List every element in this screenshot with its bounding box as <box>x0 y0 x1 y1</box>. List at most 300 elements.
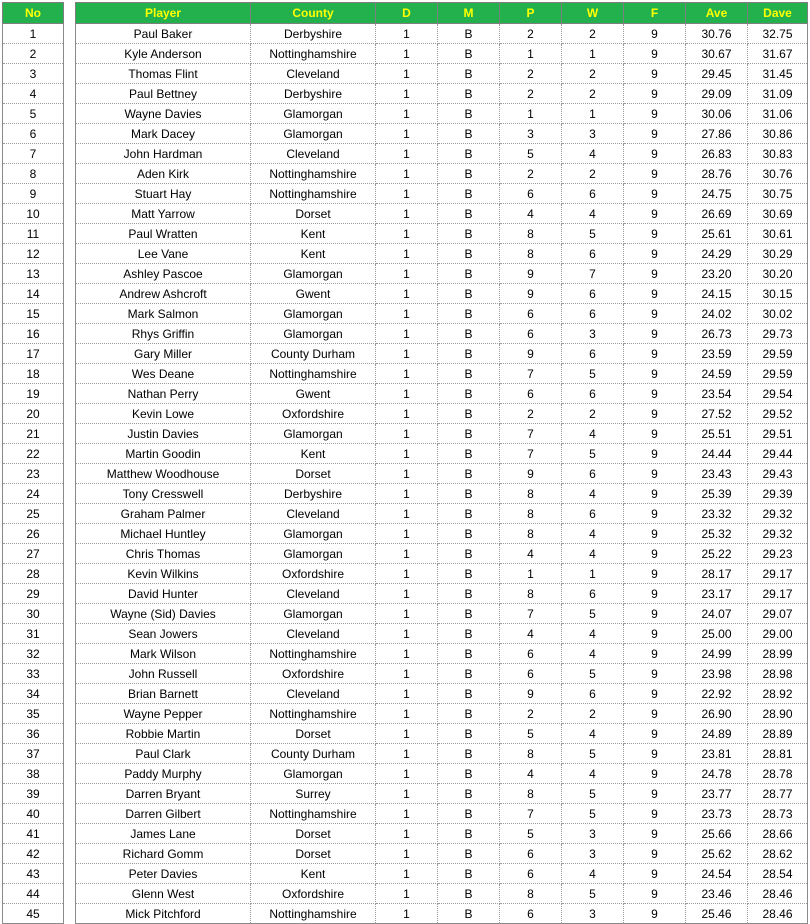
cell-no: 24 <box>3 484 64 504</box>
cell-dave: 29.07 <box>748 604 808 624</box>
cell-m: B <box>438 324 500 344</box>
cell-player: David Hunter <box>76 584 251 604</box>
number-row <box>3 424 64 444</box>
cell-no: 11 <box>3 224 64 244</box>
cell-p: 2 <box>500 704 562 724</box>
cell-f: 9 <box>624 604 686 624</box>
cell-no: 8 <box>3 164 64 184</box>
cell-dave: 28.90 <box>748 704 808 724</box>
number-row <box>3 144 64 164</box>
cell-d: 1 <box>376 244 438 264</box>
cell-d: 1 <box>376 524 438 544</box>
cell-player: Nathan Perry <box>76 384 251 404</box>
cell-county: Nottinghamshire <box>251 364 376 384</box>
cell-w: 5 <box>562 664 624 684</box>
cell-county: Gwent <box>251 284 376 304</box>
cell-county: Nottinghamshire <box>251 184 376 204</box>
cell-county: Glamorgan <box>251 304 376 324</box>
cell-player: Aden Kirk <box>76 164 251 184</box>
cell-p: 8 <box>500 504 562 524</box>
cell-d: 1 <box>376 824 438 844</box>
cell-no: 27 <box>3 544 64 564</box>
cell-m: B <box>438 704 500 724</box>
cell-p: 2 <box>500 84 562 104</box>
cell-p: 6 <box>500 304 562 324</box>
cell-county: Glamorgan <box>251 604 376 624</box>
cell-p: 8 <box>500 244 562 264</box>
cell-player: Paul Baker <box>76 24 251 44</box>
cell-d: 1 <box>376 304 438 324</box>
cell-m: B <box>438 744 500 764</box>
cell-f: 9 <box>624 104 686 124</box>
cell-p: 5 <box>500 824 562 844</box>
cell-county: Nottinghamshire <box>251 704 376 724</box>
table-row <box>76 304 808 324</box>
cell-dave: 32.75 <box>748 24 808 44</box>
cell-player: Andrew Ashcroft <box>76 284 251 304</box>
cell-county: Kent <box>251 244 376 264</box>
cell-f: 9 <box>624 464 686 484</box>
cell-d: 1 <box>376 544 438 564</box>
cell-f: 9 <box>624 544 686 564</box>
cell-d: 1 <box>376 884 438 904</box>
cell-m: B <box>438 644 500 664</box>
cell-w: 4 <box>562 144 624 164</box>
cell-dave: 29.43 <box>748 464 808 484</box>
cell-ave: 23.98 <box>686 664 748 684</box>
cell-no: 12 <box>3 244 64 264</box>
table-row <box>76 804 808 824</box>
number-row <box>3 344 64 364</box>
cell-m: B <box>438 804 500 824</box>
cell-p: 9 <box>500 284 562 304</box>
cell-county: Nottinghamshire <box>251 164 376 184</box>
cell-d: 1 <box>376 624 438 644</box>
cell-dave: 29.32 <box>748 524 808 544</box>
number-row <box>3 244 64 264</box>
cell-w: 1 <box>562 104 624 124</box>
cell-m: B <box>438 544 500 564</box>
cell-dave: 31.45 <box>748 64 808 84</box>
cell-no: 42 <box>3 844 64 864</box>
cell-dave: 28.46 <box>748 884 808 904</box>
cell-f: 9 <box>624 284 686 304</box>
table-row <box>76 124 808 144</box>
cell-d: 1 <box>376 184 438 204</box>
cell-d: 1 <box>376 164 438 184</box>
cell-p: 8 <box>500 784 562 804</box>
cell-p: 6 <box>500 844 562 864</box>
cell-f: 9 <box>624 584 686 604</box>
cell-no: 16 <box>3 324 64 344</box>
cell-f: 9 <box>624 124 686 144</box>
table-row <box>76 884 808 904</box>
cell-dave: 30.20 <box>748 264 808 284</box>
cell-player: Justin Davies <box>76 424 251 444</box>
cell-ave: 24.89 <box>686 724 748 744</box>
cell-player: Matthew Woodhouse <box>76 464 251 484</box>
cell-player: Paul Clark <box>76 744 251 764</box>
rankings-table-body <box>76 24 808 924</box>
cell-ave: 23.77 <box>686 784 748 804</box>
cell-w: 6 <box>562 304 624 324</box>
number-row <box>3 804 64 824</box>
cell-d: 1 <box>376 364 438 384</box>
cell-ave: 23.59 <box>686 344 748 364</box>
cell-dave: 30.02 <box>748 304 808 324</box>
number-row <box>3 284 64 304</box>
number-row <box>3 724 64 744</box>
cell-d: 1 <box>376 644 438 664</box>
table-row <box>76 604 808 624</box>
cell-player: Wayne Pepper <box>76 704 251 724</box>
cell-f: 9 <box>624 824 686 844</box>
cell-w: 5 <box>562 784 624 804</box>
table-row <box>76 524 808 544</box>
cell-d: 1 <box>376 344 438 364</box>
cell-county: Cleveland <box>251 584 376 604</box>
cell-county: Nottinghamshire <box>251 44 376 64</box>
cell-m: B <box>438 504 500 524</box>
table-row <box>76 404 808 424</box>
number-row <box>3 384 64 404</box>
cell-m: B <box>438 824 500 844</box>
cell-ave: 25.00 <box>686 624 748 644</box>
cell-m: B <box>438 684 500 704</box>
cell-f: 9 <box>624 724 686 744</box>
cell-dave: 30.86 <box>748 124 808 144</box>
number-row <box>3 104 64 124</box>
table-row <box>76 864 808 884</box>
cell-d: 1 <box>376 124 438 144</box>
cell-no: 36 <box>3 724 64 744</box>
cell-w: 5 <box>562 444 624 464</box>
cell-ave: 25.61 <box>686 224 748 244</box>
cell-f: 9 <box>624 764 686 784</box>
cell-f: 9 <box>624 204 686 224</box>
cell-m: B <box>438 164 500 184</box>
cell-f: 9 <box>624 84 686 104</box>
cell-w: 2 <box>562 404 624 424</box>
cell-county: Derbyshire <box>251 24 376 44</box>
number-row <box>3 84 64 104</box>
cell-w: 1 <box>562 564 624 584</box>
cell-d: 1 <box>376 204 438 224</box>
cell-f: 9 <box>624 624 686 644</box>
cell-no: 37 <box>3 744 64 764</box>
number-row <box>3 584 64 604</box>
cell-f: 9 <box>624 144 686 164</box>
cell-player: Ashley Pascoe <box>76 264 251 284</box>
cell-no: 41 <box>3 824 64 844</box>
cell-p: 3 <box>500 124 562 144</box>
cell-w: 4 <box>562 204 624 224</box>
cell-no: 7 <box>3 144 64 164</box>
cell-w: 5 <box>562 804 624 824</box>
cell-d: 1 <box>376 64 438 84</box>
cell-player: Wayne (Sid) Davies <box>76 604 251 624</box>
cell-w: 4 <box>562 484 624 504</box>
cell-no: 44 <box>3 884 64 904</box>
cell-dave: 31.06 <box>748 104 808 124</box>
cell-player: Brian Barnett <box>76 684 251 704</box>
cell-p: 2 <box>500 24 562 44</box>
cell-d: 1 <box>376 144 438 164</box>
cell-ave: 23.20 <box>686 264 748 284</box>
number-row <box>3 664 64 684</box>
cell-dave: 29.32 <box>748 504 808 524</box>
cell-player: Mick Pitchford <box>76 904 251 924</box>
cell-county: Glamorgan <box>251 104 376 124</box>
cell-m: B <box>438 204 500 224</box>
cell-m: B <box>438 524 500 544</box>
cell-player: Gary Miller <box>76 344 251 364</box>
cell-f: 9 <box>624 364 686 384</box>
table-row <box>76 824 808 844</box>
table-row <box>76 784 808 804</box>
table-row <box>76 104 808 124</box>
cell-dave: 28.81 <box>748 744 808 764</box>
cell-ave: 26.83 <box>686 144 748 164</box>
number-row <box>3 364 64 384</box>
cell-no: 9 <box>3 184 64 204</box>
cell-m: B <box>438 124 500 144</box>
cell-ave: 30.67 <box>686 44 748 64</box>
cell-w: 4 <box>562 544 624 564</box>
cell-p: 8 <box>500 884 562 904</box>
cell-f: 9 <box>624 44 686 64</box>
rankings-table <box>75 2 808 924</box>
cell-p: 5 <box>500 724 562 744</box>
cell-d: 1 <box>376 784 438 804</box>
cell-county: Glamorgan <box>251 424 376 444</box>
cell-p: 8 <box>500 584 562 604</box>
cell-p: 9 <box>500 344 562 364</box>
cell-ave: 24.59 <box>686 364 748 384</box>
cell-m: B <box>438 884 500 904</box>
cell-ave: 28.76 <box>686 164 748 184</box>
cell-county: Cleveland <box>251 64 376 84</box>
cell-no: 3 <box>3 64 64 84</box>
cell-dave: 28.89 <box>748 724 808 744</box>
cell-w: 3 <box>562 124 624 144</box>
cell-dave: 30.83 <box>748 144 808 164</box>
cell-w: 6 <box>562 284 624 304</box>
cell-p: 4 <box>500 544 562 564</box>
cell-county: Glamorgan <box>251 524 376 544</box>
cell-m: B <box>438 624 500 644</box>
cell-d: 1 <box>376 664 438 684</box>
cell-ave: 24.54 <box>686 864 748 884</box>
table-row <box>76 564 808 584</box>
cell-f: 9 <box>624 244 686 264</box>
cell-m: B <box>438 144 500 164</box>
cell-no: 19 <box>3 384 64 404</box>
table-row <box>76 164 808 184</box>
cell-dave: 30.69 <box>748 204 808 224</box>
cell-m: B <box>438 784 500 804</box>
table-row <box>76 184 808 204</box>
cell-d: 1 <box>376 724 438 744</box>
cell-w: 3 <box>562 844 624 864</box>
cell-w: 2 <box>562 84 624 104</box>
table-row <box>76 244 808 264</box>
cell-ave: 24.29 <box>686 244 748 264</box>
cell-county: Kent <box>251 864 376 884</box>
cell-p: 6 <box>500 644 562 664</box>
cell-w: 6 <box>562 184 624 204</box>
cell-ave: 26.73 <box>686 324 748 344</box>
cell-f: 9 <box>624 684 686 704</box>
cell-no: 10 <box>3 204 64 224</box>
cell-county: Oxfordshire <box>251 564 376 584</box>
cell-dave: 29.54 <box>748 384 808 404</box>
table-row <box>76 764 808 784</box>
cell-f: 9 <box>624 784 686 804</box>
number-row <box>3 484 64 504</box>
cell-d: 1 <box>376 804 438 824</box>
table-row <box>76 364 808 384</box>
cell-ave: 25.62 <box>686 844 748 864</box>
cell-player: Peter Davies <box>76 864 251 884</box>
cell-dave: 31.67 <box>748 44 808 64</box>
cell-player: Mark Wilson <box>76 644 251 664</box>
cell-d: 1 <box>376 424 438 444</box>
cell-f: 9 <box>624 644 686 664</box>
cell-f: 9 <box>624 564 686 584</box>
table-row <box>76 144 808 164</box>
header-ave: Ave <box>686 3 748 24</box>
cell-d: 1 <box>376 44 438 64</box>
cell-ave: 30.76 <box>686 24 748 44</box>
cell-w: 4 <box>562 864 624 884</box>
cell-ave: 22.92 <box>686 684 748 704</box>
cell-ave: 25.39 <box>686 484 748 504</box>
cell-w: 6 <box>562 344 624 364</box>
table-row <box>76 444 808 464</box>
cell-w: 1 <box>562 44 624 64</box>
number-row <box>3 504 64 524</box>
cell-w: 2 <box>562 24 624 44</box>
cell-player: Sean Jowers <box>76 624 251 644</box>
cell-p: 7 <box>500 444 562 464</box>
cell-m: B <box>438 664 500 684</box>
table-row <box>76 44 808 64</box>
cell-m: B <box>438 724 500 744</box>
cell-d: 1 <box>376 384 438 404</box>
cell-no: 15 <box>3 304 64 324</box>
cell-player: Glenn West <box>76 884 251 904</box>
cell-ave: 23.43 <box>686 464 748 484</box>
cell-p: 7 <box>500 604 562 624</box>
cell-d: 1 <box>376 684 438 704</box>
cell-player: Chris Thomas <box>76 544 251 564</box>
number-row <box>3 404 64 424</box>
cell-no: 35 <box>3 704 64 724</box>
cell-p: 2 <box>500 404 562 424</box>
cell-w: 6 <box>562 244 624 264</box>
table-row <box>76 584 808 604</box>
cell-player: Thomas Flint <box>76 64 251 84</box>
number-row <box>3 544 64 564</box>
cell-d: 1 <box>376 704 438 724</box>
cell-dave: 28.99 <box>748 644 808 664</box>
table-row <box>76 324 808 344</box>
cell-county: Glamorgan <box>251 324 376 344</box>
cell-no: 22 <box>3 444 64 464</box>
cell-no: 26 <box>3 524 64 544</box>
number-row <box>3 704 64 724</box>
cell-f: 9 <box>624 444 686 464</box>
cell-ave: 24.78 <box>686 764 748 784</box>
cell-p: 8 <box>500 484 562 504</box>
cell-w: 4 <box>562 644 624 664</box>
cell-county: Kent <box>251 224 376 244</box>
cell-w: 2 <box>562 164 624 184</box>
cell-county: Derbyshire <box>251 484 376 504</box>
cell-county: Derbyshire <box>251 84 376 104</box>
table-row <box>76 684 808 704</box>
cell-dave: 28.66 <box>748 824 808 844</box>
cell-ave: 24.75 <box>686 184 748 204</box>
cell-p: 4 <box>500 204 562 224</box>
cell-county: Dorset <box>251 844 376 864</box>
header-m: M <box>438 3 500 24</box>
header-player: Player <box>76 3 251 24</box>
cell-d: 1 <box>376 564 438 584</box>
cell-w: 3 <box>562 904 624 924</box>
cell-w: 4 <box>562 764 624 784</box>
cell-m: B <box>438 344 500 364</box>
cell-d: 1 <box>376 484 438 504</box>
table-row <box>76 464 808 484</box>
cell-dave: 29.17 <box>748 564 808 584</box>
number-row <box>3 224 64 244</box>
cell-dave: 28.54 <box>748 864 808 884</box>
cell-county: Glamorgan <box>251 264 376 284</box>
number-header-row <box>3 3 64 24</box>
cell-no: 25 <box>3 504 64 524</box>
cell-dave: 30.61 <box>748 224 808 244</box>
number-row <box>3 764 64 784</box>
cell-player: Wayne Davies <box>76 104 251 124</box>
cell-dave: 29.39 <box>748 484 808 504</box>
header-county: County <box>251 3 376 24</box>
cell-no: 4 <box>3 84 64 104</box>
cell-d: 1 <box>376 404 438 424</box>
cell-d: 1 <box>376 604 438 624</box>
cell-dave: 28.78 <box>748 764 808 784</box>
cell-f: 9 <box>624 24 686 44</box>
cell-no: 14 <box>3 284 64 304</box>
cell-ave: 24.02 <box>686 304 748 324</box>
cell-player: Paul Wratten <box>76 224 251 244</box>
cell-no: 6 <box>3 124 64 144</box>
table-row <box>76 264 808 284</box>
cell-dave: 28.62 <box>748 844 808 864</box>
cell-player: Paul Bettney <box>76 84 251 104</box>
cell-player: Stuart Hay <box>76 184 251 204</box>
cell-county: Oxfordshire <box>251 664 376 684</box>
cell-no: 43 <box>3 864 64 884</box>
cell-dave: 28.73 <box>748 804 808 824</box>
cell-player: Richard Gomm <box>76 844 251 864</box>
number-row <box>3 184 64 204</box>
cell-ave: 30.06 <box>686 104 748 124</box>
cell-player: Lee Vane <box>76 244 251 264</box>
cell-player: Rhys Griffin <box>76 324 251 344</box>
cell-dave: 29.23 <box>748 544 808 564</box>
